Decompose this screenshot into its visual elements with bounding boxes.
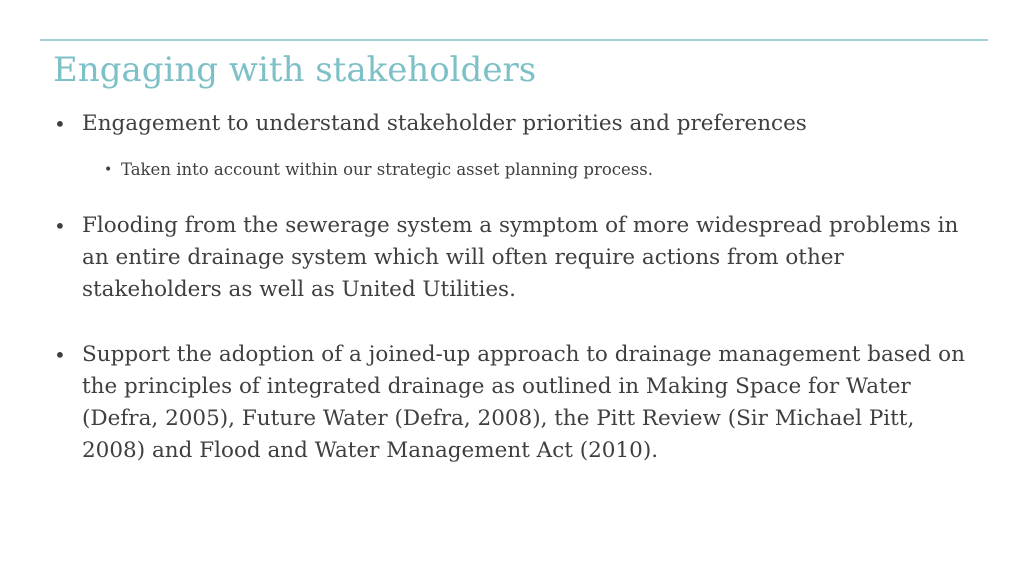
bullet-item bbox=[53, 339, 983, 467]
bullet-list bbox=[53, 108, 983, 467]
bullet-item bbox=[53, 108, 983, 140]
sub-bullet-item bbox=[53, 158, 983, 182]
bullet-dot-icon: • bbox=[54, 112, 66, 136]
title-divider bbox=[40, 39, 988, 41]
sub-bullet-text: Taken into account within our strategic asset planning process. bbox=[121, 160, 653, 179]
bullet-dot-icon: • bbox=[104, 162, 113, 178]
bullet-item bbox=[53, 210, 983, 306]
bullet-text: Flooding from the sewerage system a symptom of more widespread problems in an entire drainage system which will often require actions from other stakeholders as well as United Utilities. bbox=[82, 213, 959, 302]
slide-title: Engaging with stakeholders bbox=[53, 50, 537, 90]
bullet-text: Engagement to understand stakeholder priorities and preferences bbox=[82, 111, 807, 136]
bullet-text: Support the adoption of a joined-up approach to drainage management based on the principles of integrated drainage as outlined in Making Space for Water (Defra, 2005), Future Water (Defra, 2008), the Pitt Review (Sir Michael Pitt, 2008) and Flood and Water Management Act (2010). bbox=[82, 342, 965, 463]
bullet-dot-icon: • bbox=[54, 214, 66, 238]
bullet-dot-icon: • bbox=[54, 343, 66, 367]
